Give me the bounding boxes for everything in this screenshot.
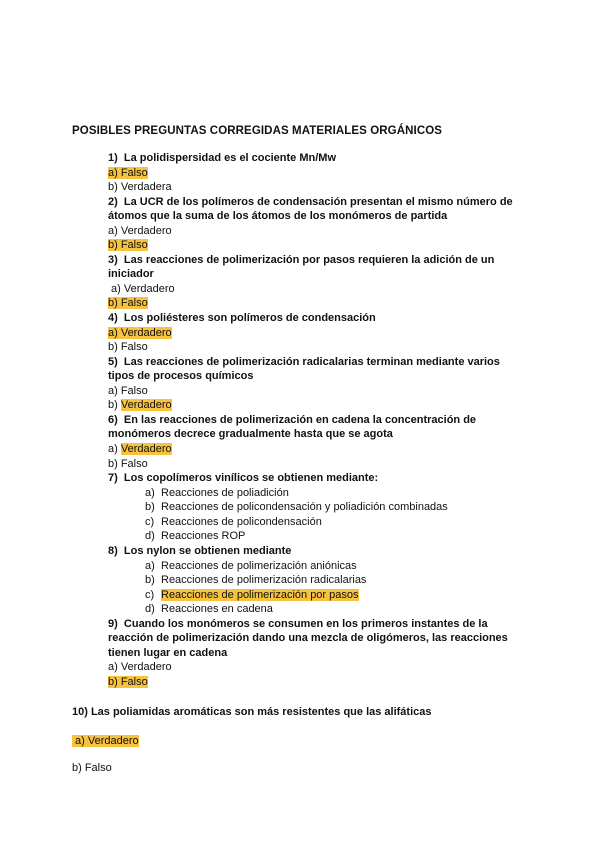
answer-option [108, 442, 528, 457]
question-text: Los copolímeros vinílicos se obtienen mediante: [123, 472, 379, 485]
question-number: 7) [108, 472, 118, 485]
highlighted-answer: b) Falso [108, 675, 148, 688]
question-text: La UCR de los polímeros de condensación presentan el mismo número de átomos que la suma de los átomos de los monómeros de partida [108, 195, 513, 223]
question-number: 5) [108, 355, 118, 368]
question-4 [108, 311, 528, 326]
option-letter: a) [145, 486, 155, 499]
question-10: 10) Las poliamidas aromáticas son más resistentes que las alifáticas [72, 706, 432, 718]
question-text: Los poliésteres son polímeros de condensación [123, 312, 376, 325]
answer-option: b) Falso [72, 762, 112, 774]
page-title: POSIBLES PREGUNTAS CORREGIDAS MATERIALES ORGÁNICOS [72, 125, 443, 137]
question-7 [108, 471, 528, 486]
answer-option [108, 238, 528, 253]
question-number: 4) [108, 312, 118, 325]
highlighted-answer: a) Falso [108, 166, 148, 179]
question-text: Cuando los monómeros se consumen en los primeros instantes de la reacción de polimerización dando una mezcla de oligómeros, las reacciones tienen lugar en cadena [108, 617, 508, 659]
sub-option [108, 529, 528, 544]
question-9 [108, 617, 528, 661]
question-5 [108, 355, 528, 384]
option-text: Reacciones ROP [161, 530, 246, 543]
sub-option [108, 500, 528, 515]
highlighted-answer: Verdadero [120, 399, 172, 412]
answer-option [108, 675, 528, 690]
highlighted-answer: b) Falso [108, 239, 148, 252]
question-3 [108, 253, 528, 282]
option-letter: b) [145, 501, 155, 514]
option-text: Reacciones en cadena [161, 603, 273, 616]
question-text: Las reacciones de polimerización por pasos requieren la adición de un iniciador [108, 253, 495, 281]
answer-option [108, 326, 528, 341]
question-number: 8) [108, 545, 118, 557]
sub-option [108, 486, 528, 501]
sub-option [108, 602, 528, 617]
option-letter: b) [145, 574, 155, 587]
answer-option [108, 166, 528, 181]
answer-option: a) Falso [108, 384, 148, 397]
question-text: En las reacciones de polimerización en cadena la concentración de monómeros decrece gradualmente hasta que se agota [108, 413, 477, 441]
question-number: 1) [108, 152, 118, 164]
question-number: 9) [108, 617, 118, 630]
question-number: 3) [108, 253, 118, 266]
answer-option: a) Verdadero [108, 661, 172, 674]
question-8 [108, 544, 528, 559]
highlighted-answer: a) Verdadero [72, 735, 139, 747]
option-text: Reacciones de polimerización radicalarias [161, 574, 367, 587]
answer-option: b) Falso [108, 341, 148, 354]
option-letter: d) [145, 603, 155, 616]
answer-option: b) Falso [108, 457, 148, 470]
answer-option: a) Verdadero [108, 224, 172, 237]
question-text: Las reacciones de polimerización radicalarias terminan mediante varios tipos de procesos químicos [108, 355, 500, 383]
highlighted-answer: b) Falso [108, 297, 148, 310]
sub-option [108, 573, 528, 588]
option-text: Reacciones de poliadición [161, 486, 289, 499]
question-1 [108, 151, 528, 166]
answer-option [108, 296, 528, 311]
highlighted-answer: Reacciones de polimerización por pasos [161, 588, 359, 601]
answer-option: a) Verdadero [108, 282, 175, 295]
answer-prefix: a) [108, 442, 121, 455]
answer-option [72, 735, 139, 747]
answer-option [108, 398, 528, 413]
option-letter: a) [145, 559, 155, 572]
question-number: 2) [108, 195, 118, 208]
question-text: La polidispersidad es el cociente Mn/Mw [123, 152, 337, 164]
question-number: 6) [108, 413, 118, 426]
highlighted-answer: a) Verdadero [108, 326, 172, 339]
question-6 [108, 413, 528, 442]
option-text: Reacciones de polimerización aniónicas [161, 559, 357, 572]
sub-option [108, 515, 528, 530]
highlighted-answer: Verdadero [120, 442, 172, 455]
answer-prefix: b) [108, 399, 121, 412]
answer-option: b) Verdadera [108, 181, 172, 194]
option-text: Reacciones de policondensación [161, 515, 322, 528]
question-2 [108, 195, 528, 224]
sub-option [108, 559, 528, 574]
option-letter: c) [145, 588, 155, 601]
option-letter: d) [145, 530, 155, 543]
option-text: Reacciones de policondensación y poliadición combinadas [161, 501, 448, 514]
option-letter: c) [145, 515, 155, 528]
sub-option [108, 588, 528, 603]
question-list [108, 151, 528, 690]
question-text: Los nylon se obtienen mediante [123, 545, 292, 557]
